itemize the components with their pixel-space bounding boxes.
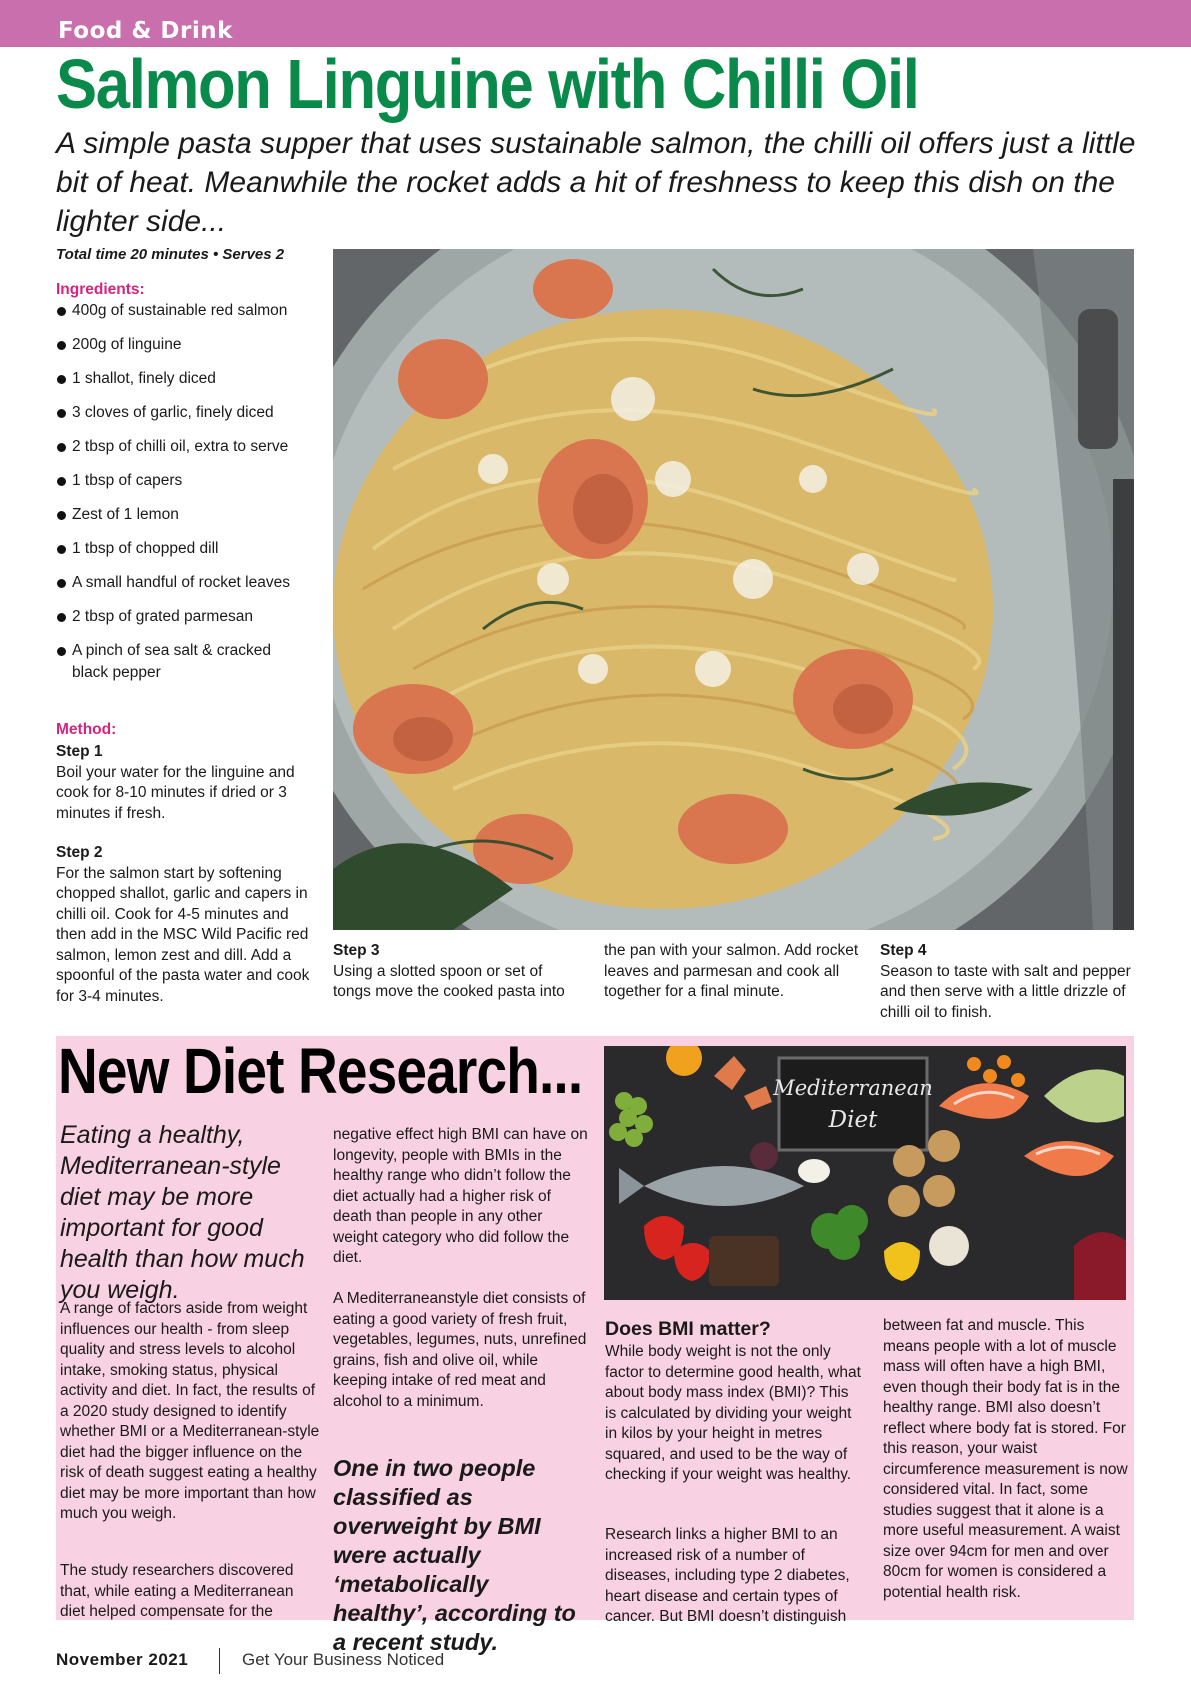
recipe-intro: A simple pasta supper that uses sustainable salmon, the chilli oil offers just a little bit of heat. Meanwhile the rocket adds a hit of freshness to keep this dish on the lighter side... [56, 127, 1136, 238]
sign-text-line1: Mediterranean [773, 1076, 933, 1100]
step-4 [880, 941, 1134, 1023]
salmon-linguine-photo [333, 249, 1134, 930]
sign-text-line2: Diet [828, 1107, 878, 1133]
step-3-continued: the pan with your salmon. Add rocket leaves and parmesan and cook all together for a final minute. [604, 942, 859, 1000]
step-2 [56, 843, 316, 1007]
bmi-heading: Does BMI matter? [605, 1318, 771, 1340]
ingredient-item: 1 tbsp of chopped dill [56, 538, 316, 560]
step-text: For the salmon start by softening chopped shallot, garlic and capers in chilli oil. Cook for 4-5 minutes and then add in the MSC Wild Pacific red salmon, lemon zest and dill. Add a spoonful of the pasta water and cook for 3-4 minutes. [56, 864, 310, 1005]
diet-col3-p2: Research links a higher BMI to an increased risk of a number of diseases, including type 2 diabetes, heart disease and certain types of cancer. But BMI doesn’t distinguish [605, 1526, 850, 1625]
ingredient-item: 2 tbsp of chilli oil, extra to serve [56, 436, 316, 458]
recipe-title: Salmon Linguine with Chilli Oil [56, 45, 919, 123]
diet-col2-p2: A Mediterraneanstyle diet consists of eating a good variety of fresh fruit, vegetables, legumes, nuts, unrefined grains, fish and olive oil, while keeping intake of red meat and alcohol to a minimum. [333, 1290, 587, 1410]
ingredient-item: 3 cloves of garlic, finely diced [56, 402, 316, 424]
diet-pullquote: One in two people classified as overweight by BMI were actually ‘metabolically healthy’, according to a recent study. [333, 1455, 576, 1655]
ingredient-item: 2 tbsp of grated parmesan [56, 606, 316, 628]
step-text: Using a slotted spoon or set of tongs move the cooked pasta into [333, 962, 565, 1000]
recipe-meta: Total time 20 minutes • Serves 2 [56, 246, 285, 263]
diet-lede: Eating a healthy, Mediterranean-style diet may be more important for good health than how much you weigh. [60, 1121, 305, 1304]
ingredients-list [56, 300, 316, 696]
diet-col1-p2: The study researchers discovered that, while eating a Mediterranean diet helped compensate for the [60, 1562, 294, 1620]
step-title: Step 4 [880, 942, 927, 959]
diet-col3-p1: While body weight is not the only factor to determine good health, what about body mass index (BMI)? This is calculated by dividing your weight in kilos by your height in metres squared, and used to be the way of checking if your weight was healthy. [605, 1343, 861, 1483]
diet-col2-p1: negative effect high BMI can have on longevity, people with BMIs in the healthy range who didn’t follow the diet actually had a higher risk of death than people in any other weight category who did follow the diet. [333, 1126, 588, 1266]
step-title: Step 2 [56, 844, 103, 861]
step-text: Season to taste with salt and pepper and then serve with a little drizzle of chilli oil to finish. [880, 962, 1131, 1021]
step-text: Boil your water for the linguine and cook for 8-10 minutes if dried or 3 minutes if fresh. [56, 763, 295, 822]
ingredient-item: Zest of 1 lemon [56, 504, 316, 526]
footer-date: November 2021 [56, 1650, 189, 1669]
step-title: Step 3 [333, 942, 380, 959]
mediterranean-diet-photo [604, 1046, 1126, 1300]
step-1 [56, 742, 316, 824]
ingredient-item: 1 tbsp of capers [56, 470, 316, 492]
method-heading: Method: [56, 721, 117, 738]
footer-divider [219, 1648, 220, 1674]
ingredients-heading: Ingredients: [56, 281, 145, 298]
step-3 [333, 941, 583, 1003]
ingredient-item: 400g of sustainable red salmon [56, 300, 316, 322]
step-title: Step 1 [56, 743, 103, 760]
section-label: Food & Drink [58, 18, 233, 44]
ingredient-item: 1 shallot, finely diced [56, 368, 316, 390]
ingredient-item: 200g of linguine [56, 334, 316, 356]
diet-col1-p1: A range of factors aside from weight influences our health - from sleep quality and stress levels to alcohol intake, smoking status, physical activity and diet. In fact, the results of a 2020 study designed to identify whether BMI or a Mediterranean-style diet had the bigger influence on the risk of death suggest eating a healthy diet may be more important than how much you weigh. [60, 1300, 320, 1522]
ingredient-item: A pinch of sea salt & cracked black pepper [56, 640, 282, 684]
diet-col4-p1: between fat and muscle. This means people with a lot of muscle mass will often have a high BMI, even though their body fat is in the healthy range. BMI also doesn’t reflect where body fat is stored. For this reason, your waist circumference measurement is now considered vital. In fact, some studies suggest that it alone is a more useful measurement. A waist size over 94cm for men and over 80cm for women is considered a potential health risk. [883, 1317, 1128, 1601]
footer-tagline: Get Your Business Noticed [242, 1650, 445, 1669]
ingredient-item: A small handful of rocket leaves [56, 572, 316, 594]
diet-title: New Diet Research... [58, 1035, 583, 1107]
